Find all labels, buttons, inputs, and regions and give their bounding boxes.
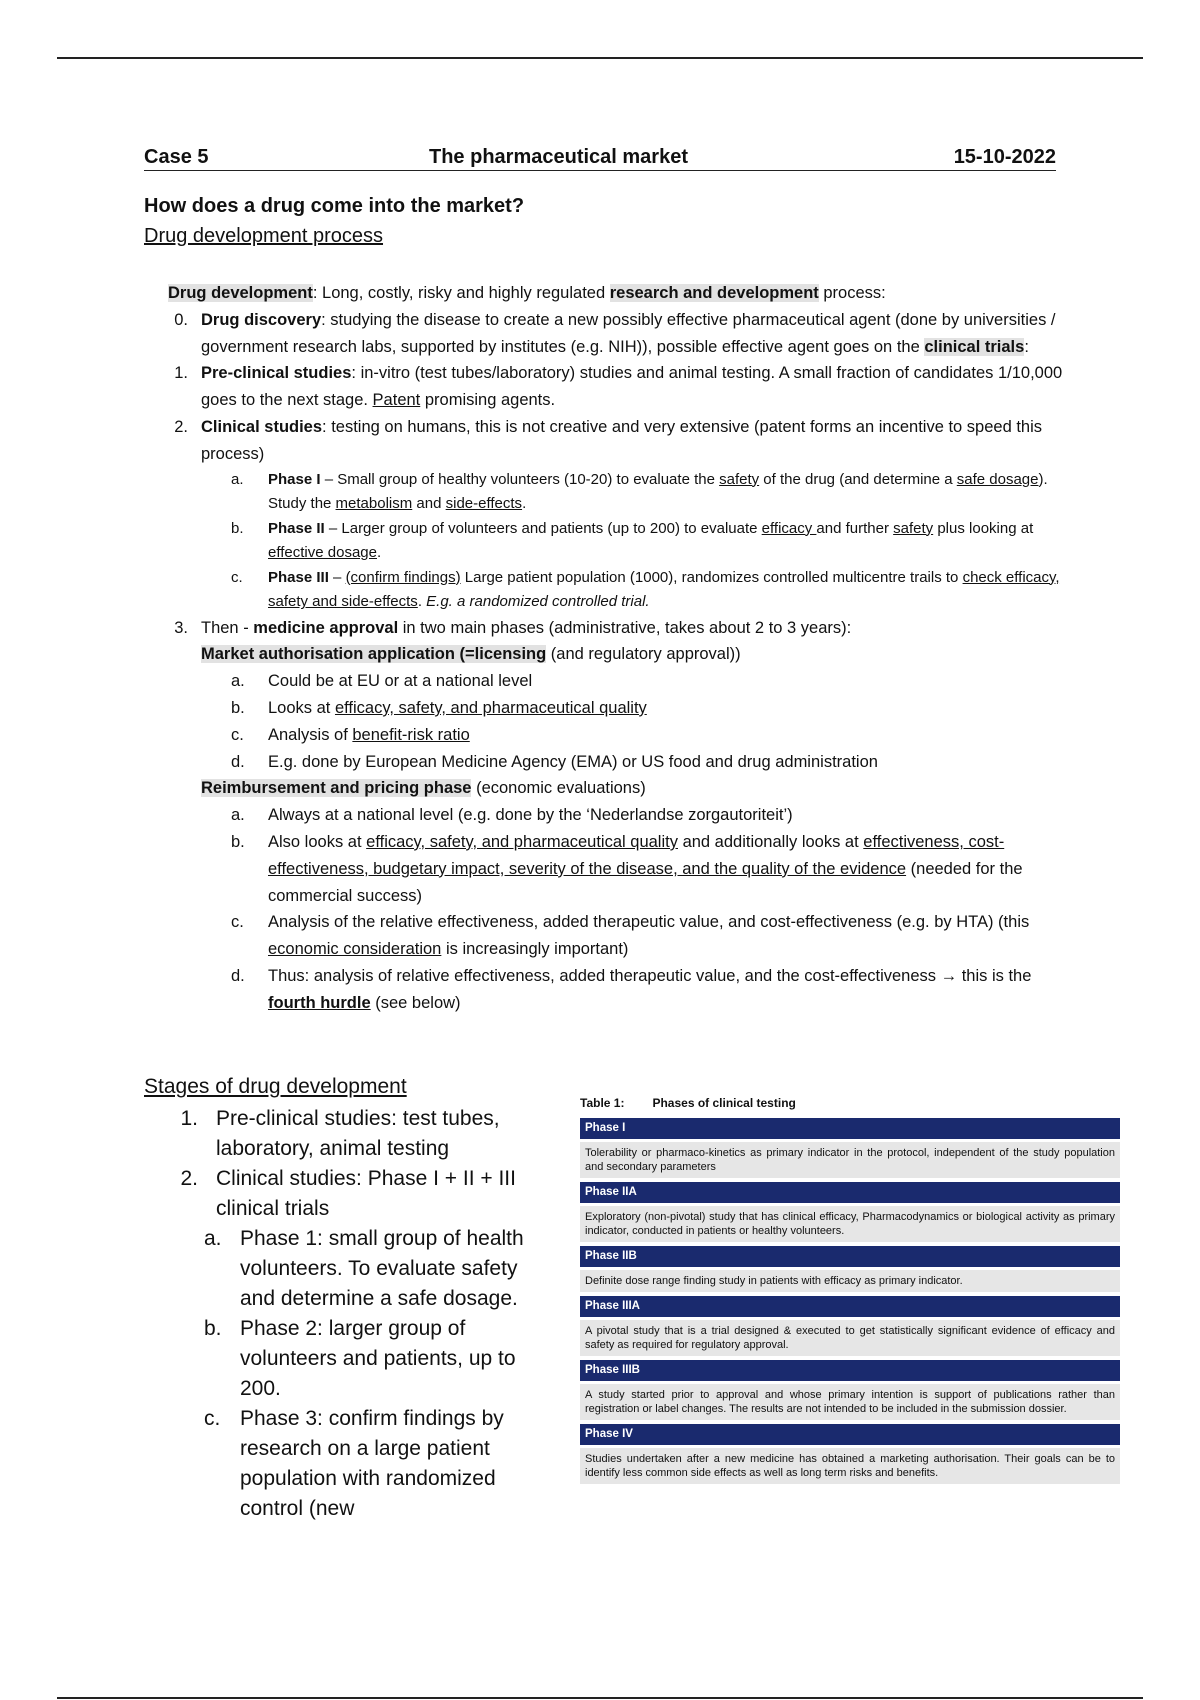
phase-text: . [376, 544, 382, 562]
list-text: is increasingly important) [441, 940, 629, 959]
list-underlined: efficacy, safety, and pharmaceutical quality [334, 698, 647, 717]
phase-text: ). Study the [268, 470, 1048, 513]
list-letter: a. [204, 1227, 222, 1250]
list-letter: c. [231, 913, 244, 932]
list-number: 0. [174, 310, 188, 329]
list-item [134, 615, 1068, 1017]
development-steps [134, 307, 1068, 1017]
phase-header: Phase IV [580, 1424, 1120, 1445]
phase-text: – Small group of healthy volunteers (10-20) to evaluate the [320, 470, 720, 488]
reimbursement-text: (economic evaluations) [471, 779, 646, 798]
list-letter: b. [231, 519, 244, 537]
list-item [201, 909, 1068, 963]
phase-description: Exploratory (non-pivotal) study that has clinical efficacy, Pharmacodynamics or biological activity as primary indicator, conducted in patients or healthy volunteers. [580, 1206, 1120, 1242]
drug-development-body [168, 280, 1068, 1017]
table-row [580, 1182, 1120, 1242]
list-letter: b. [204, 1317, 222, 1340]
list-item [120, 1314, 548, 1404]
list-letter: d. [231, 752, 245, 771]
phase-term: Phase III [268, 568, 329, 586]
table-row [580, 1118, 1120, 1178]
phase-underlined: safe dosage [956, 470, 1039, 488]
list-letter: d. [231, 966, 245, 985]
list-text: Pre-clinical studies: test tubes, laboratory, animal testing [216, 1107, 500, 1160]
phases-table [580, 1118, 1120, 1488]
table-row [580, 1296, 1120, 1356]
phase-text: – [328, 568, 346, 586]
list-number: 2. [174, 417, 188, 436]
phase-description: Tolerability or pharmaco-kinetics as primary indicator in the protocol, independent of the study population and secondary parameters [580, 1142, 1120, 1178]
list-item [201, 668, 1068, 695]
intro-text-2: process: [818, 284, 886, 302]
table-row [580, 1360, 1120, 1420]
phase-underlined: side-effects [445, 495, 523, 513]
list-item [134, 307, 1068, 361]
phase-underlined: safety [893, 519, 934, 537]
list-letter: b. [231, 698, 245, 717]
phase-header: Phase IIA [580, 1182, 1120, 1203]
phase-text: . [522, 495, 527, 513]
list-text: Also looks at [268, 832, 367, 851]
phase-underlined: metabolism [335, 495, 413, 513]
stages-phases-list [120, 1224, 548, 1524]
case-label: Case 5 [144, 146, 209, 168]
list-item [134, 360, 1068, 414]
list-item [201, 722, 1068, 749]
step-text: in two main phases (administrative, takes about 2 to 3 years): [398, 618, 852, 637]
list-item [201, 829, 1068, 909]
stages-list [168, 1104, 548, 1224]
list-underlined-bold: fourth hurdle [268, 993, 371, 1012]
list-text: Thus: analysis of relative effectiveness, added therapeutic value, and the cost-effectiveness → this is the [268, 966, 1032, 985]
phase-term: Phase I [268, 470, 321, 488]
table-caption [580, 1096, 796, 1110]
bottom-rule [57, 1697, 1143, 1699]
list-text: Clinical studies: Phase I + II + III clinical trials [216, 1167, 516, 1220]
phase-text: . [417, 593, 427, 611]
list-item [201, 566, 1068, 615]
list-number: 1. [180, 1107, 198, 1130]
clinical-phases-list [201, 468, 1068, 615]
phase-text: plus looking at [933, 519, 1034, 537]
step-term: medicine approval [253, 618, 399, 637]
phase-description: Studies undertaken after a new medicine has obtained a marketing authorisation. Their goals can be to identify less common side effects as well as long term risks and benefits. [580, 1448, 1120, 1484]
list-letter: a. [231, 672, 245, 691]
list-letter: c. [231, 725, 244, 744]
phase-header: Phase IIB [580, 1246, 1120, 1267]
phase-text: Large patient population (1000), randomizes controlled multicentre trails to [460, 568, 963, 586]
list-text: (see below) [370, 993, 461, 1012]
step-underlined: Patent [372, 391, 421, 410]
step-term: Clinical studies [201, 417, 323, 436]
phase-header: Phase I [580, 1118, 1120, 1139]
list-item [201, 802, 1068, 829]
phase-description: A study started prior to approval and whose primary intention is support of publications rather than registration or label changes. The results are not intended to be included in the submission dossier. [580, 1384, 1120, 1420]
table-row [580, 1246, 1120, 1292]
phase-underlined: check efficacy, safety and side-effects [268, 568, 1060, 611]
table-row [580, 1424, 1120, 1484]
phase-underlined: (confirm findings) [345, 568, 461, 586]
list-number: 3. [174, 618, 188, 637]
reimbursement-term: Reimbursement and pricing phase [201, 779, 472, 798]
list-item [201, 695, 1068, 722]
list-item [134, 414, 1068, 615]
list-text: Always at a national level (e.g. done by the ‘Nederlandse zorgautoriteit’) [268, 806, 793, 825]
list-item [168, 1104, 548, 1164]
step-text: : [1024, 337, 1029, 356]
list-text: Phase 1: small group of health volunteers. To evaluate safety and determine a safe dosage. [240, 1227, 524, 1310]
top-rule [57, 57, 1143, 59]
list-underlined: benefit-risk ratio [352, 725, 470, 744]
intro-paragraph [168, 280, 1068, 307]
list-text: Could be at EU or at a national level [268, 672, 533, 691]
list-item [201, 963, 1068, 1017]
table-label: Table 1: [580, 1096, 625, 1110]
list-letter: a. [231, 806, 245, 825]
market-authorisation-list [201, 668, 1068, 775]
phase-header: Phase IIIA [580, 1296, 1120, 1317]
step-term: Pre-clinical studies [201, 364, 352, 383]
phase-text: and [412, 495, 446, 513]
list-item [201, 468, 1068, 517]
list-number: 1. [174, 364, 188, 383]
step-text: : studying the disease to create a new possibly effective pharmaceutical agent (done by universities / government research labs, supported by institutes (e.g. NIH)), possible effective agent goes on the [201, 310, 1056, 356]
phase-text: and further [816, 519, 894, 537]
list-text: Phase 3: confirm findings by research on a large patient population with randomized control (new [240, 1407, 504, 1520]
document-title: The pharmaceutical market [429, 146, 688, 168]
reimbursement-list [201, 802, 1068, 1016]
phase-term: Phase II [268, 519, 325, 537]
section-heading: Drug development process [144, 225, 384, 247]
header-underline [144, 170, 1056, 171]
phase-underlined: efficacy [761, 519, 817, 537]
step-term-highlight: clinical trials [924, 337, 1025, 356]
list-text: Phase 2: larger group of volunteers and patients, up to 200. [240, 1317, 516, 1400]
list-item [120, 1404, 548, 1524]
phase-italic: E.g. a randomized controlled trial. [426, 593, 650, 611]
list-item [201, 517, 1068, 566]
list-text: Analysis of [268, 725, 353, 744]
list-underlined: efficacy, safety, and pharmaceutical quality [366, 832, 678, 851]
phase-text: of the drug (and determine a [759, 470, 957, 488]
list-text: and additionally looks at [677, 832, 864, 851]
list-item [168, 1164, 548, 1224]
main-question: How does a drug come into the market? [144, 195, 525, 217]
phase-underlined: safety [719, 470, 760, 488]
document-header [144, 146, 1056, 172]
list-number: 2. [180, 1167, 198, 1190]
list-item [201, 749, 1068, 776]
list-letter: c. [231, 568, 243, 586]
intro-term-2: research and development [609, 284, 819, 302]
list-text: (needed for the commercial success) [268, 859, 1023, 905]
intro-term: Drug development [168, 284, 313, 302]
list-text: E.g. done by European Medicine Agency (EMA) or US food and drug administration [268, 752, 878, 771]
market-authorisation-term: Market authorisation application (=licensing [201, 645, 547, 664]
market-authorisation-heading [201, 641, 1068, 668]
document-date: 15-10-2022 [953, 146, 1056, 168]
list-item [120, 1224, 548, 1314]
step-text: Then - [201, 618, 254, 637]
table-title: Phases of clinical testing [652, 1096, 796, 1110]
list-text: Analysis of the relative effectiveness, added therapeutic value, and cost-effectiveness (e.g. by HTA) (this [268, 913, 1030, 932]
intro-text: : Long, costly, risky and highly regulated [312, 284, 610, 302]
phase-header: Phase IIIB [580, 1360, 1120, 1381]
phase-description: Definite dose range finding study in patients with efficacy as primary indicator. [580, 1270, 1120, 1292]
list-letter: a. [231, 470, 244, 488]
phase-description: A pivotal study that is a trial designed & executed to get statistically significant evidence of efficacy and safety as required for regulatory approval. [580, 1320, 1120, 1356]
step-text: promising agents. [420, 391, 556, 410]
stages-list-container [168, 1104, 548, 1524]
market-authorisation-text: (and regulatory approval)) [546, 645, 741, 664]
step-text: : in-vitro (test tubes/laboratory) studies and animal testing. A small fraction of candidates 1/10,000 goes to the next stage. [201, 364, 1063, 410]
list-underlined: economic consideration [268, 940, 442, 959]
step-text: : testing on humans, this is not creative and very extensive (patent forms an incentive to speed this process) [201, 417, 1043, 463]
list-text: Looks at [268, 698, 335, 717]
list-letter: b. [231, 832, 245, 851]
stages-heading: Stages of drug development [144, 1075, 407, 1098]
phase-text: – Larger group of volunteers and patients (up to 200) to evaluate [324, 519, 762, 537]
reimbursement-heading [201, 775, 1068, 802]
list-underlined: effectiveness, cost-effectiveness, budgetary impact, severity of the disease, and the quality of the evidence [268, 832, 1005, 878]
list-letter: c. [204, 1407, 221, 1430]
step-term: Drug discovery [201, 310, 322, 329]
phase-underlined: effective dosage [268, 544, 377, 562]
